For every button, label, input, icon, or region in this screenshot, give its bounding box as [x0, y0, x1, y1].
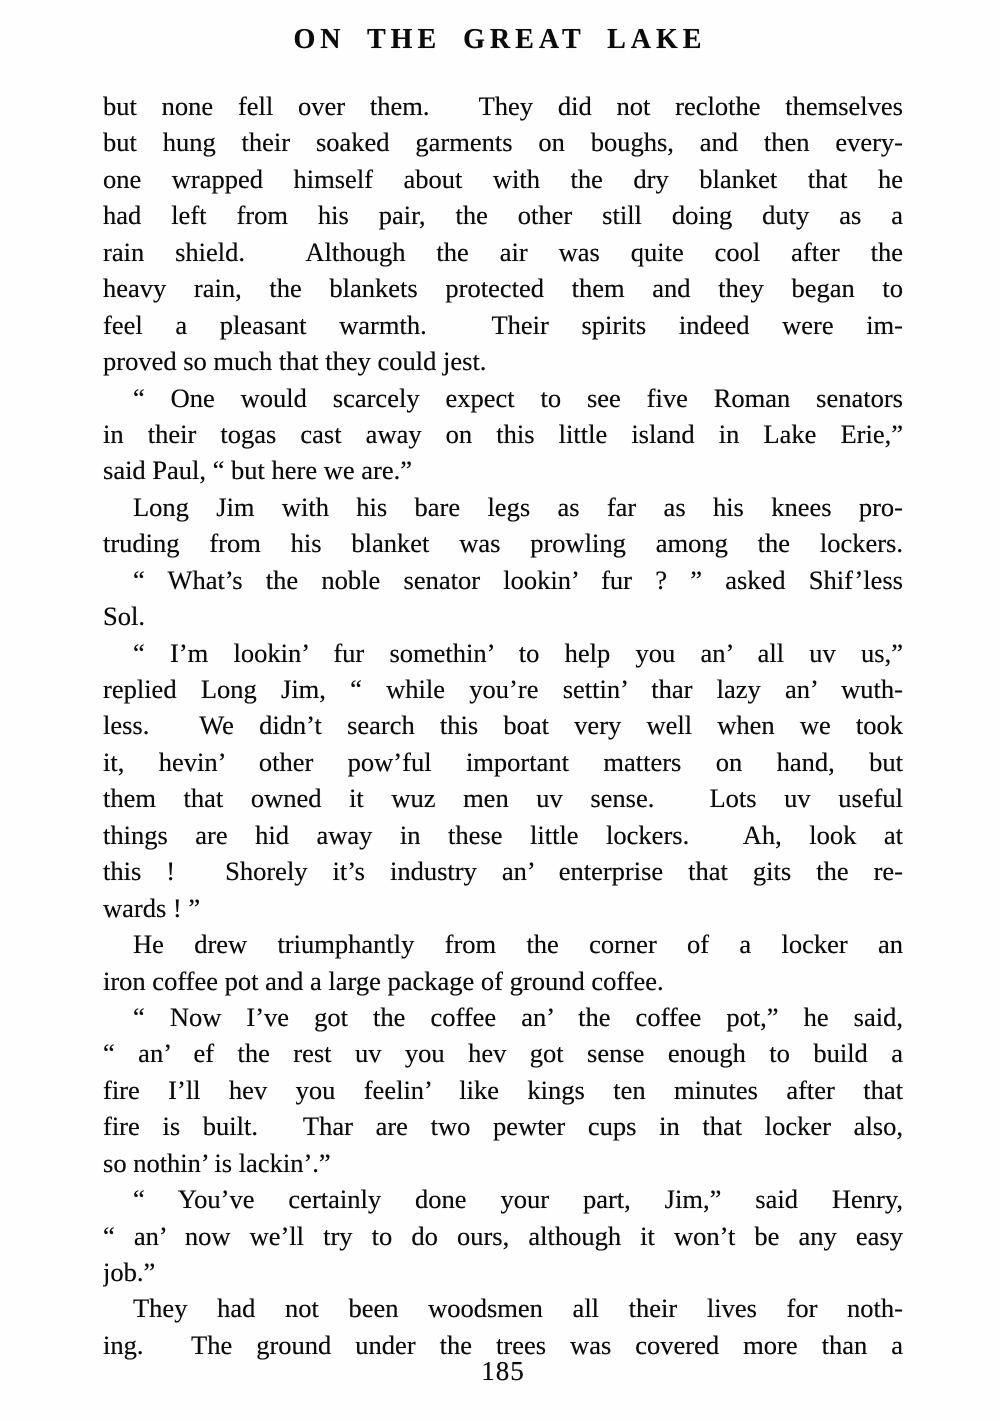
- text-line: things are hid away in these little lockers. Ah, look at: [103, 819, 903, 850]
- paragraph: [103, 1290, 903, 1363]
- text-line: this ! Shorely it’s industry an’ enterprise that gits the re-: [103, 856, 903, 887]
- paragraph: [103, 635, 903, 927]
- text-line: less. We didn’t search this boat very well when we took: [103, 710, 903, 741]
- text-line: wards ! ”: [103, 892, 201, 923]
- text-line: had left from his pair, the other still doing duty as a: [103, 200, 903, 231]
- page-number: 185: [481, 1356, 525, 1386]
- paragraph: [103, 562, 903, 635]
- text-line: “ an’ now we’ll try to do ours, although it won’t be any easy: [103, 1220, 903, 1251]
- text-line: He drew triumphantly from the corner of a locker an: [133, 929, 903, 960]
- text-line: proved so much that they could jest.: [103, 346, 487, 377]
- text-line: “ an’ ef the rest uv you hev got sense enough to build a: [103, 1038, 903, 1069]
- paragraph: [103, 489, 903, 562]
- text-line: fire I’ll hev you feelin’ like kings ten minutes after that: [103, 1074, 903, 1105]
- text-line: “ You’ve certainly done your part, Jim,” said Henry,: [133, 1184, 903, 1215]
- text-line: ing. The ground under the trees was covered more than a: [103, 1329, 903, 1360]
- text-line: it, hevin’ other pow’ful important matters on hand, but: [103, 746, 903, 777]
- text-line: rain shield. Although the air was quite cool after the: [103, 236, 903, 267]
- paragraph: [103, 380, 903, 489]
- text-line: replied Long Jim, “ while you’re settin’ thar lazy an’ wuth-: [103, 674, 903, 704]
- paragraph: [103, 1181, 903, 1290]
- text-line: fire is built. Thar are two pewter cups in that locker also,: [103, 1111, 903, 1142]
- text-line: heavy rain, the blankets protected them and they began to: [103, 273, 903, 304]
- text-line: but none fell over them. They did not reclothe themselves: [103, 91, 903, 121]
- text-line: so nothin’ is lackin’.”: [103, 1147, 331, 1178]
- text-line: Sol.: [103, 601, 145, 632]
- text-line: “ What’s the noble senator lookin’ fur ? ” asked Shif’less: [133, 564, 903, 595]
- text-line: “ Now I’ve got the coffee an’ the coffee pot,” he said,: [133, 1001, 903, 1032]
- text-line: them that owned it wuz men uv sense. Lots uv useful: [103, 783, 903, 814]
- paragraph: [103, 926, 903, 999]
- running-head: ON THE GREAT LAKE: [293, 24, 707, 55]
- text-line: one wrapped himself about with the dry blanket that he: [103, 163, 903, 194]
- text-line: They had not been woodsmen all their lives for noth-: [133, 1293, 903, 1324]
- text-line: said Paul, “ but here we are.”: [103, 455, 413, 486]
- text-line: in their togas cast away on this little island in Lake Erie,”: [103, 418, 903, 449]
- text-line: feel a pleasant warmth. Their spirits indeed were im-: [103, 309, 903, 340]
- text-line: “ I’m lookin’ fur somethin’ to help you an’ all uv us,”: [133, 637, 903, 668]
- text-line: but hung their soaked garments on boughs, and then every-: [103, 127, 903, 158]
- text-line: iron coffee pot and a large package of ground coffee.: [103, 965, 664, 996]
- text-line: Long Jim with his bare legs as far as his knees pro-: [133, 491, 903, 522]
- paragraph: [103, 999, 903, 1181]
- text-block: [103, 88, 903, 1363]
- text-line: truding from his blanket was prowling among the lockers.: [103, 528, 903, 559]
- text-line: “ One would scarcely expect to see five Roman senators: [133, 382, 903, 413]
- text-line: job.”: [103, 1257, 156, 1287]
- paragraph: [103, 88, 903, 380]
